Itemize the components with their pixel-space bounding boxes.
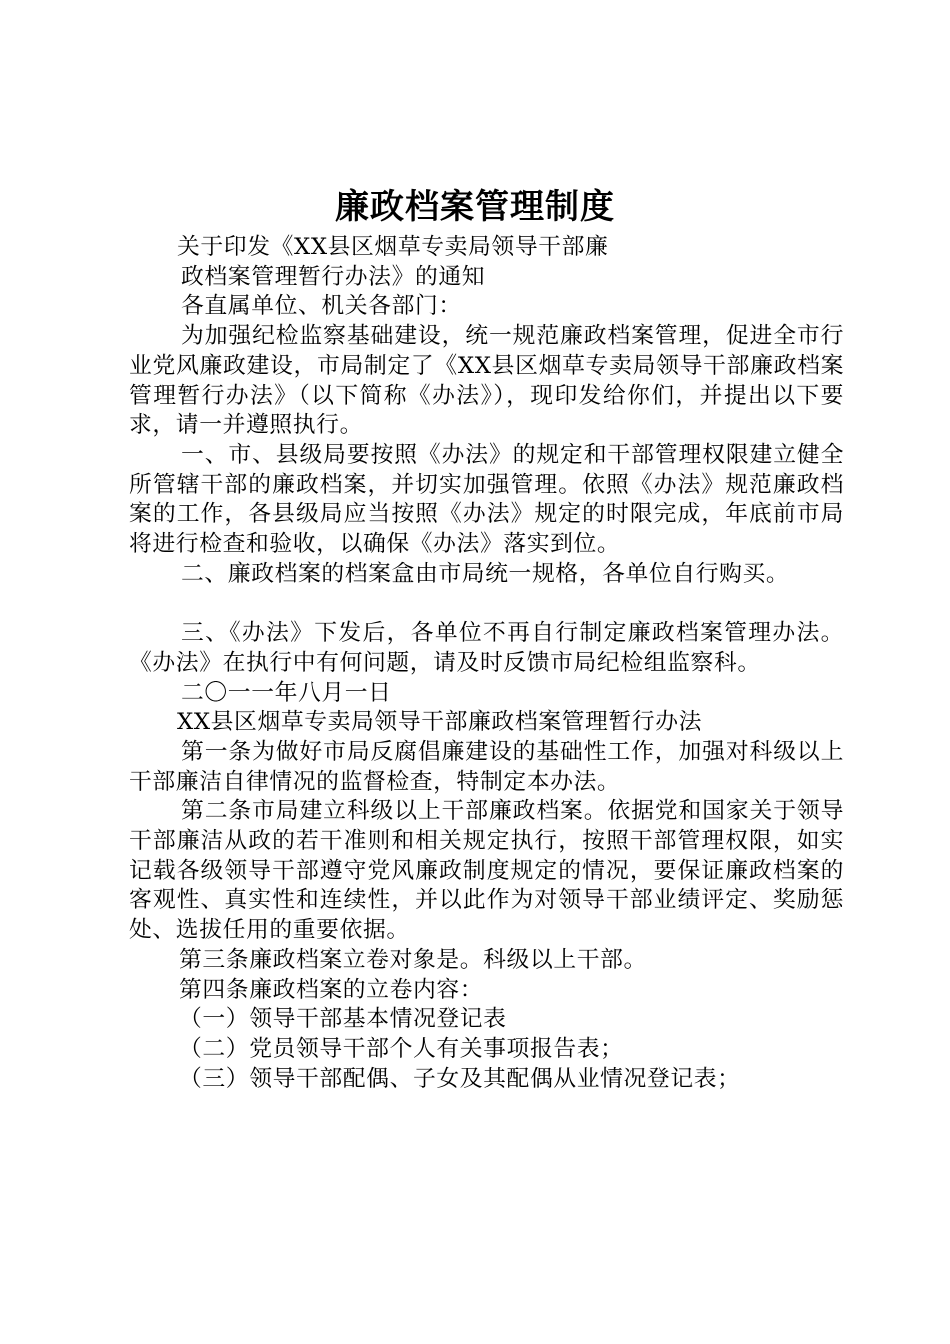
measures-title: XX县区烟草专卖局领导干部廉政档案管理暂行办法	[177, 709, 702, 736]
article-two: 第二条市局建立科级以上干部廉政档案。依据党和国家关于领导干部廉洁从政的若干准则和相关规定执行，按照干部管理权限，如实记载各级领导干部遵守党风廉政制度规定的情况，要保证廉政档案的客观性、真实性和连续性，并以此作为对领导干部业绩评定、奖励惩处、选拔任用的重要依据。	[129, 798, 844, 944]
paragraph-intro: 为加强纪检监察基础建设，统一规范廉政档案管理，促进全市行业党风廉政建设，市局制定了《XX县区烟草专卖局领导干部廉政档案管理暂行办法》（以下简称《办法》），现印发给你们，并提出以下要求，请一并遵照执行。	[129, 323, 844, 439]
issue-date: 二〇一一年八月一日	[181, 679, 392, 706]
notice-title-line2: 政档案管理暂行办法》的通知	[181, 263, 486, 290]
blank-line	[129, 589, 844, 619]
article-one: 第一条为做好市局反腐倡廉建设的基础性工作，加强对科级以上干部廉洁自律情况的监督检查，特制定本办法。	[129, 738, 844, 795]
paragraph-three: 三、《办法》下发后，各单位不再自行制定廉政档案管理办法。《办法》在执行中有何问题，请及时反馈市局纪检组监察科。	[129, 620, 844, 676]
list-item-three: （三）领导干部配偶、子女及其配偶从业情况登记表；	[179, 1065, 741, 1092]
article-three: 第三条廉政档案立卷对象是。科级以上干部。	[179, 946, 647, 973]
document-body	[129, 233, 844, 1094]
paragraph-two: 二、廉政档案的档案盒由市局统一规格，各单位自行购买。	[181, 560, 790, 587]
list-item-two: （二）党员领导干部个人有关事项报告表；	[179, 1035, 624, 1062]
document-title: 廉政档案管理制度	[335, 187, 615, 227]
salutation: 各直属单位、机关各部门：	[181, 293, 462, 320]
article-four: 第四条廉政档案的立卷内容：	[179, 976, 484, 1003]
paragraph-one: 一、市、县级局要按照《办法》的规定和干部管理权限建立健全所管辖干部的廉政档案，并切实加强管理。依照《办法》规范廉政档案的工作，各县级局应当按照《办法》规定的时限完成，年底前市局将进行检查和验收，以确保《办法》落实到位。	[129, 441, 844, 558]
list-item-one: （一）领导干部基本情况登记表	[179, 1006, 507, 1033]
notice-title-line1: 关于印发《XX县区烟草专卖局领导干部廉	[177, 234, 609, 260]
